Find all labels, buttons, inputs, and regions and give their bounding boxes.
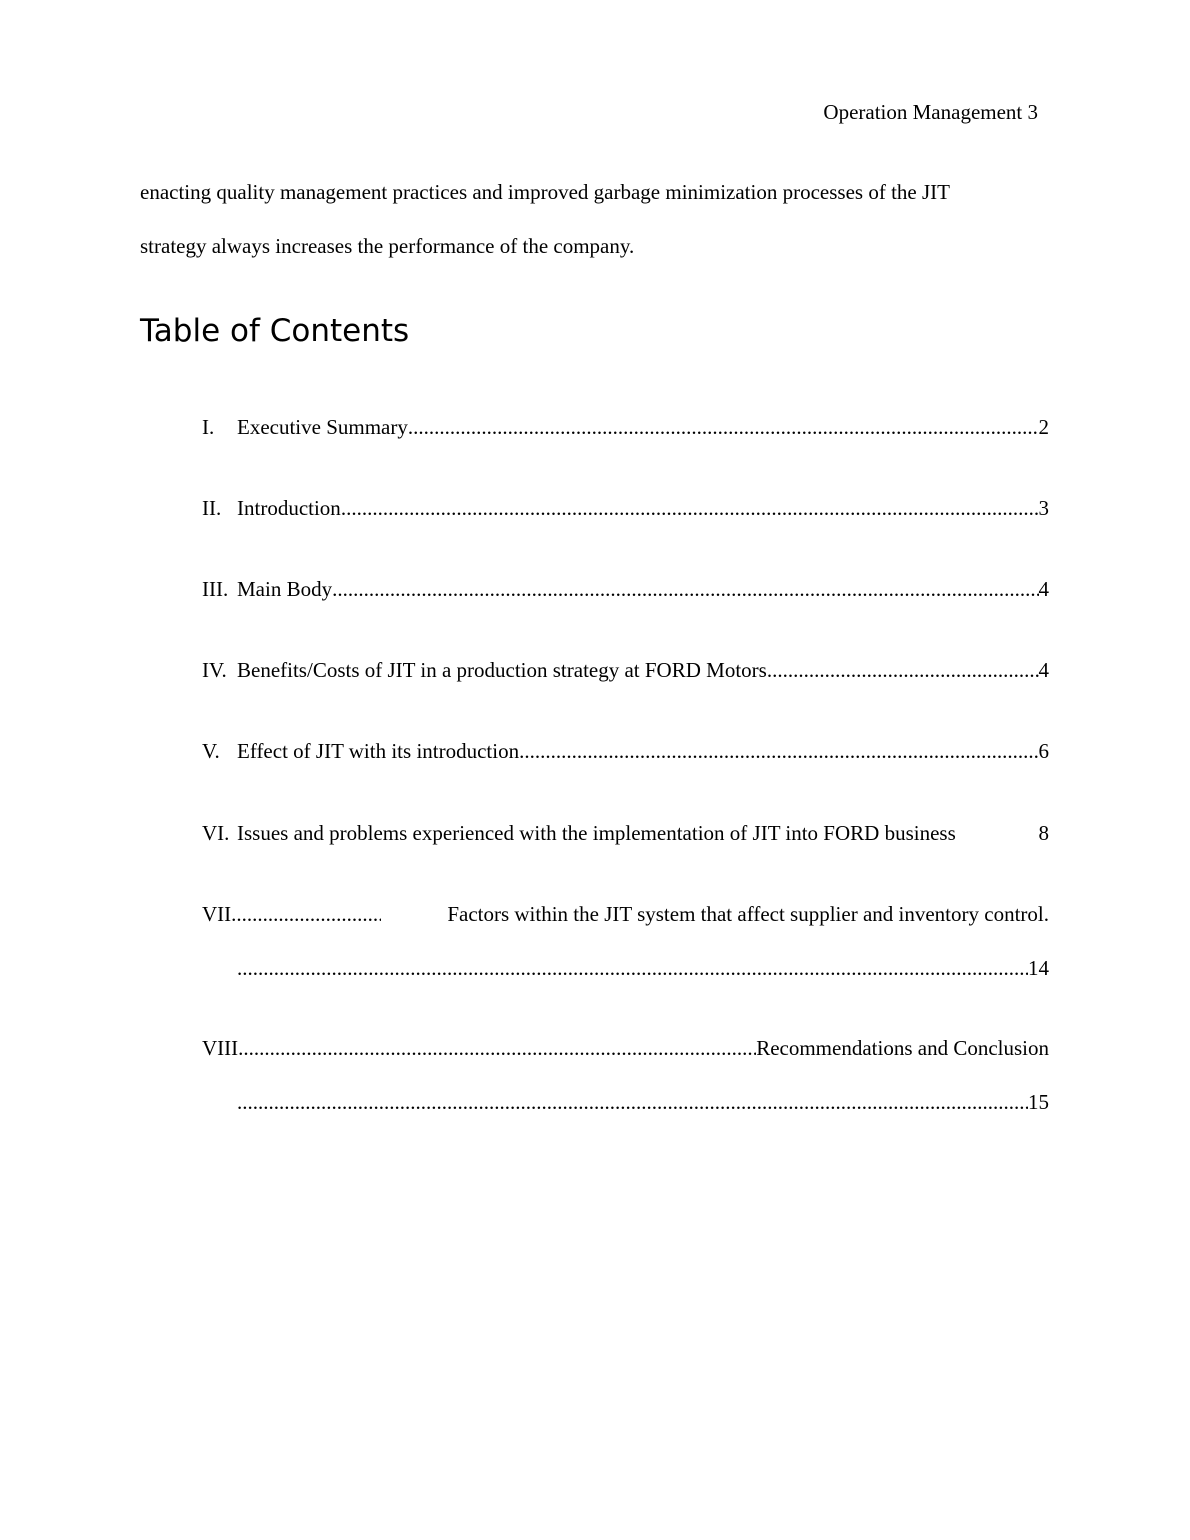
toc-entry-effect-of-jit[interactable]: [202, 737, 1049, 765]
toc-entry-executive-summary[interactable]: [202, 413, 1049, 441]
toc-entry-recommendations[interactable]: [202, 1034, 1049, 1062]
toc-entry-number: VII.: [202, 902, 237, 926]
toc-dot-leader: [767, 656, 1039, 684]
toc-entry-title: Issues and problems experienced with the implementation of JIT into FORD business: [237, 821, 956, 845]
toc-dot-leader: [408, 413, 1039, 441]
running-head: Operation Management 3: [823, 100, 1038, 124]
body-text-line-2: strategy always increases the performance of the company.: [140, 234, 635, 258]
toc-entry-page: 6: [1038, 739, 1049, 763]
toc-dot-leader: [341, 494, 1039, 522]
toc-entry-benefits-costs[interactable]: [202, 656, 1049, 684]
toc-dot-leader: [237, 1088, 1028, 1116]
toc-entry-main-body[interactable]: [202, 575, 1049, 603]
toc-entry-number: VI.: [202, 821, 230, 845]
toc-entry-number: III.: [202, 577, 229, 601]
toc-entry-title: Main Body: [237, 577, 333, 601]
toc-entry-page: 14: [1028, 956, 1049, 980]
toc-entry-title: Introduction: [237, 496, 341, 520]
body-text-line-1: enacting quality management practices and improved garbage minimization processes of the JIT: [140, 180, 950, 204]
toc-entry-page: 2: [1038, 415, 1049, 439]
toc-entry-page: 4: [1038, 658, 1049, 682]
toc-entry-title: Factors within the JIT system that affect supplier and inventory control.: [447, 902, 1049, 926]
toc-entry-introduction[interactable]: [202, 494, 1049, 522]
toc-entry-title: Executive Summary: [237, 415, 408, 439]
toc-dot-leader: [519, 737, 1038, 765]
toc-entry-title: Effect of JIT with its introduction: [237, 739, 520, 763]
toc-dot-leader: [237, 954, 1028, 982]
toc-entry-factors-within-jit-continued[interactable]: [237, 954, 1049, 982]
toc-entry-factors-within-jit[interactable]: [202, 900, 1049, 928]
toc-entry-recommendations-continued[interactable]: [237, 1088, 1049, 1116]
toc-entry-page: 15: [1028, 1090, 1049, 1114]
toc-entry-number: IV.: [202, 658, 227, 682]
toc-heading: Table of Contents: [140, 313, 410, 349]
toc-entry-number: II.: [202, 496, 222, 520]
toc-entry-issues-and-problems[interactable]: [202, 819, 1049, 847]
toc-entry-page: 8: [1038, 821, 1049, 845]
toc-entry-number: I.: [202, 415, 215, 439]
toc-entry-number: VIII.: [202, 1036, 244, 1060]
toc-entry-page: 4: [1038, 577, 1049, 601]
toc-dot-leader: [236, 900, 381, 928]
toc-entry-title: Benefits/Costs of JIT in a production strategy at FORD Motors: [237, 658, 767, 682]
toc-dot-leader: [243, 1034, 756, 1062]
toc-entry-number: V.: [202, 739, 220, 763]
toc-dot-leader: [332, 575, 1038, 603]
toc-entry-title: Recommendations and Conclusion: [756, 1036, 1049, 1060]
toc-entry-page: 3: [1038, 496, 1049, 520]
